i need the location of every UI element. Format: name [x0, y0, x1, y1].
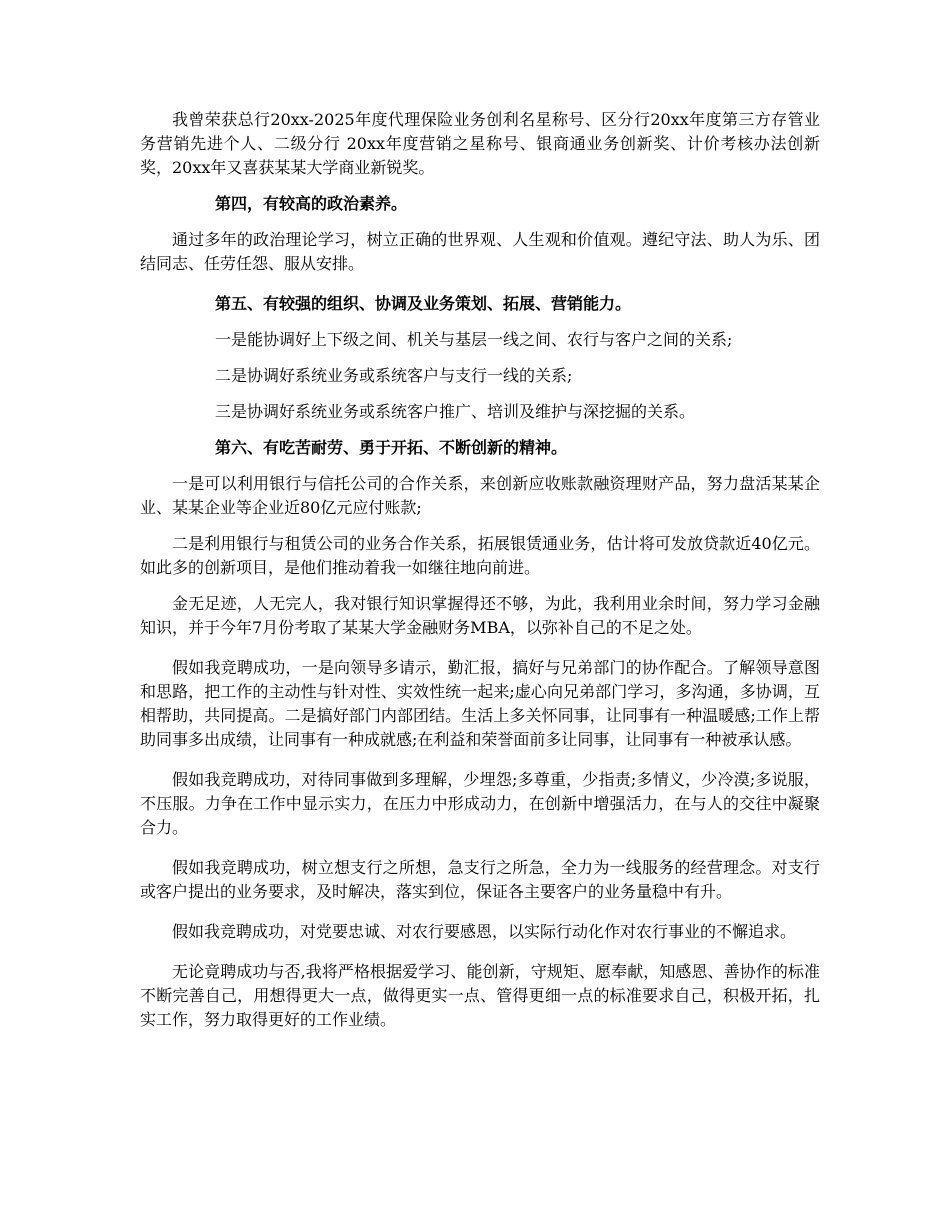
paragraph-plan-2: 假如我竞聘成功，对待同事做到多理解，少埋怨;多尊重，少指责;多情义，少冷漠;多说服，不压服。力争在工作中显示实力，在压力中形成动力，在创新中增强活力，在与人的交往中凝聚合力。 — [140, 770, 820, 837]
item-coordinate-1: 一是能协调好上下级之间、机关与基层一线之间、农行与客户之间的关系; — [215, 330, 733, 349]
paragraph-plan-4: 假如我竞聘成功，对党要忠诚、对农行要感恩，以实际行动化作对农行事业的不懈追求。 — [172, 922, 797, 941]
heading-fifth: 第五、有较强的组织、协调及业务策划、拓展、营销能力。 — [215, 294, 632, 313]
paragraph-awards: 我曾荣获总行20xx-2025年度代理保险业务创利名星称号、区分行20xx年度第三方存管业务营销先进个人、二级分行 20xx年度营销之星称号、银商通业务创新奖、计价考核办法创新奖，20xx年又喜获某某大学商业新锐奖。 — [140, 110, 820, 177]
document-body — [140, 108, 820, 1044]
item-coordinate-2: 二是协调好系统业务或系统客户与支行一线的关系; — [215, 366, 573, 385]
paragraph-political: 通过多年的政治理论学习，树立正确的世界观、人生观和价值观。遵纪守法、助人为乐、团结同志、任劳任怨、服从安排。 — [140, 230, 820, 273]
paragraph-plan-3: 假如我竞聘成功，树立想支行之所想，急支行之所急，全力为一线服务的经营理念。对支行或客户提出的业务要求，及时解决，落实到位，保证各主要客户的业务量稳中有升。 — [140, 858, 820, 901]
paragraph-conclusion: 无论竟聘成功与否,我将严格根据爱学习、能创新，守规矩、愿奉献，知感恩、善协作的标准不断完善自己，用想得更大一点，做得更实一点、管得更细一点的标准要求自己，积极开拓，扎实工作，努力取得更好的工作业绩。 — [140, 962, 820, 1029]
item-coordinate-3: 三是协调好系统业务或系统客户推广、培训及维护与深挖掘的关系。 — [215, 402, 696, 421]
heading-sixth: 第六、有吃苦耐劳、勇于开拓、不断创新的精神。 — [215, 438, 568, 457]
heading-fourth: 第四，有较高的政治素养。 — [215, 194, 408, 213]
paragraph-innovation-2: 二是利用银行与租赁公司的业务合作关系，拓展银赁通业务，估计将可发放贷款近40亿元。如此多的创新项目，是他们推动着我一如继往地向前进。 — [140, 534, 820, 577]
paragraph-plan-1: 假如我竞聘成功，一是向领导多请示，勤汇报，搞好与兄弟部门的协作配合。了解领导意图和思路，把工作的主动性与针对性、实效性统一起来;虚心向兄弟部门学习，多沟通，多协调，互相帮助，共同提高。二是搞好部门内部团结。生活上多关怀同事，让同事有一种温暖感;工作上帮助同事多出成绩，让同事有一种成就感;在利益和荣誉面前多让同事，让同事有一种被承认感。 — [140, 658, 820, 749]
paragraph-study: 金无足迹，人无完人，我对银行知识掌握得还不够，为此，我利用业余时间，努力学习金融知识，并于今年7月份考取了某某大学金融财务MBA，以弥补自己的不足之处。 — [140, 594, 820, 637]
paragraph-innovation-1: 一是可以利用银行与信托公司的合作关系，来创新应收账款融资理财产品，努力盘活某某企业、某某企业等企业近80亿元应付账款; — [140, 474, 820, 517]
